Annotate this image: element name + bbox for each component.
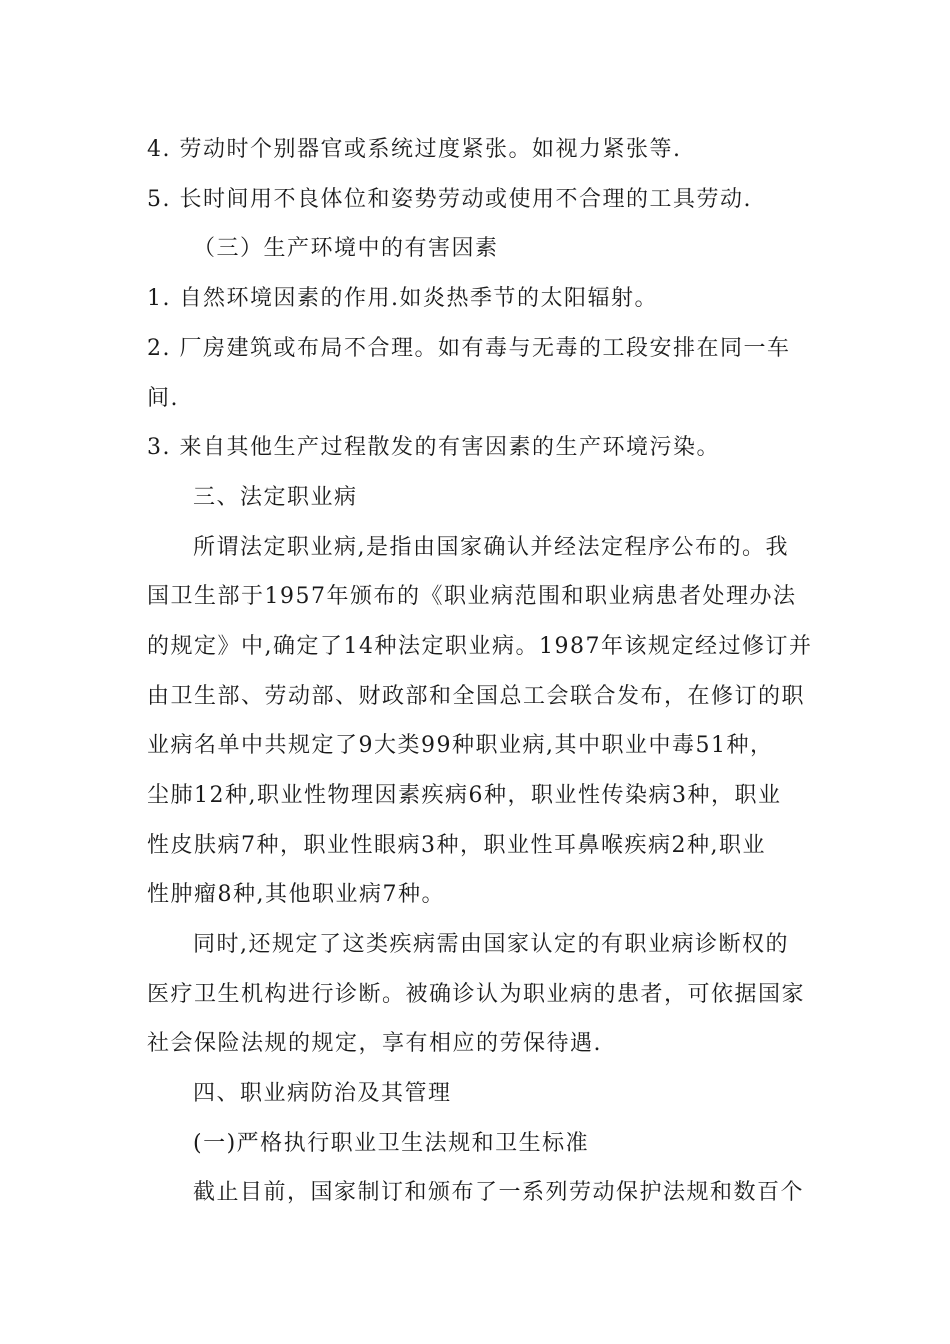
subsection-heading-1: (一)严格执行职业卫生法规和卫生标准 [193,1131,590,1156]
section-heading-prevention: 四、职业病防治及其管理 [193,1081,452,1106]
paragraph-line: 同时,还规定了这类疾病需由国家认定的有职业病诊断权的 [193,932,789,957]
paragraph-line: 国卫生部于1957年颁布的《职业病范围和职业病患者处理办法 [147,584,797,609]
paragraph-line: 所谓法定职业病,是指由国家确认并经法定程序公布的。我 [193,535,789,560]
section-heading-legal-disease: 三、法定职业病 [193,485,358,510]
paragraph-line: 截止目前，国家制订和颁布了一系列劳动保护法规和数百个 [193,1180,805,1205]
paragraph-line: 业病名单中共规定了9大类99种职业病,其中职业中毒51种， [147,733,774,758]
list-item-2: 2. 厂房建筑或布局不合理。如有毒与无毒的工段安排在同一车 [147,336,791,361]
list-item-4: 4. 劳动时个别器官或系统过度紧张。如视力紧张等. [147,137,682,162]
paragraph-line: 性肿瘤8种,其他职业病7种。 [147,882,445,907]
paragraph-line: 由卫生部、劳动部、财政部和全国总工会联合发布，在修订的职 [147,684,806,709]
list-item-2-continued: 间. [147,386,179,411]
paragraph-line: 尘肺12种,职业性物理因素疾病6种，职业性传染病3种，职业 [147,783,782,808]
paragraph-line: 的规定》中,确定了14种法定职业病。1987年该规定经过修订并 [147,634,813,659]
section-heading-3: （三）生产环境中的有害因素 [193,236,499,261]
paragraph-line: 性皮肤病7种，职业性眼病3种，职业性耳鼻喉疾病2种,职业 [147,833,766,858]
paragraph-line: 社会保险法规的规定，享有相应的劳保待遇. [147,1031,602,1056]
list-item-1: 1. 自然环境因素的作用.如炎热季节的太阳辐射。 [147,286,658,311]
paragraph-line: 医疗卫生机构进行诊断。被确诊认为职业病的患者，可依据国家 [147,982,806,1007]
list-item-3: 3. 来自其他生产过程散发的有害因素的生产环境污染。 [147,435,720,460]
list-item-5: 5. 长时间用不良体位和姿势劳动或使用不合理的工具劳动. [147,187,752,212]
